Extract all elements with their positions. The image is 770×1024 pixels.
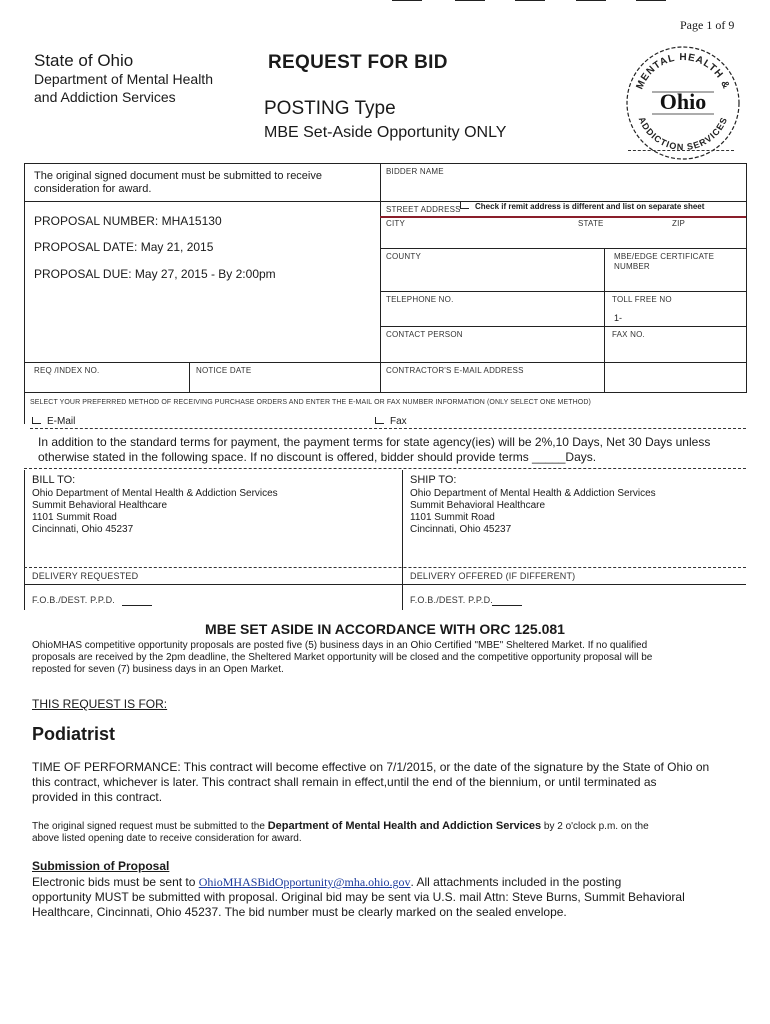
street-address-label: STREET ADDRESS <box>386 205 461 214</box>
form-mid-border <box>24 392 746 393</box>
ship-to-label: SHIP TO: <box>410 474 457 486</box>
remit-check-label: Check if remit address is different and list on separate sheet <box>475 202 705 211</box>
svg-text:ADDICTION SERVICES <box>637 115 730 152</box>
bidder-name-label: BIDDER NAME <box>386 167 444 176</box>
form-right-border <box>746 163 747 393</box>
submission-body <box>32 875 685 920</box>
mbe-body <box>32 640 652 676</box>
contact-divider <box>380 362 746 363</box>
scan-artifact <box>576 0 606 1</box>
submission-notice-dept: Department of Mental Health and Addiction Services <box>267 820 542 832</box>
toll-free-value: 1- <box>614 313 623 323</box>
county-divider <box>380 291 746 292</box>
mbe-label-line-2: NUMBER <box>614 262 650 271</box>
ship-to-line-1: Ohio Department of Mental Health & Addiction Services <box>410 488 656 499</box>
seal-center-text: Ohio <box>659 89 707 114</box>
submission-notice-prefix: The original signed request must be submitted to the <box>32 821 268 832</box>
request-for-label: THIS REQUEST IS FOR: <box>32 697 168 711</box>
contact-person-label: CONTACT PERSON <box>386 330 463 339</box>
ship-to-line-3: 1101 Summit Road <box>410 512 495 523</box>
scan-artifact <box>455 0 485 1</box>
form-left-border <box>24 163 25 393</box>
scan-artifact <box>636 0 666 1</box>
left-divider <box>24 201 380 202</box>
performance-line-2: this contract, whichever is later. This contract shall remain in effect,until the end of the biennium, or until terminated as <box>32 775 657 789</box>
delivery-requested-label: DELIVERY REQUESTED <box>32 571 139 581</box>
submission-notice-line-2: above listed opening date to receive consideration for award. <box>32 833 302 844</box>
address-bottom-dashed <box>24 567 746 568</box>
posting-type: POSTING Type <box>264 98 396 119</box>
bill-to-line-4: Cincinnati, Ohio 45237 <box>32 524 134 535</box>
method-left-border <box>24 392 25 424</box>
submission-line-3: Healthcare, Cincinnati, Ohio 45237. The bid number must be clearly marked on the sealed envelope. <box>32 905 567 919</box>
terms-line-2: otherwise stated in the following space. If no discount is offered, bidder should provide terms _____Days. <box>38 450 597 464</box>
method-bottom-dashed <box>30 428 746 429</box>
bill-to-label: BILL TO: <box>32 474 76 486</box>
city-divider <box>380 248 746 249</box>
mbe-certificate-label <box>614 252 714 272</box>
proposal-date: PROPOSAL DATE: May 21, 2015 <box>34 240 214 254</box>
delivery-offered-label: DELIVERY OFFERED (IF DIFFERENT) <box>410 571 576 581</box>
fax-option[interactable] <box>375 416 407 428</box>
performance-line-1: TIME OF PERFORMANCE: This contract will become effective on 7/1/2015, or the date of the signature by the State of Ohio on <box>32 760 710 774</box>
submission-line-2: opportunity MUST be submitted with proposal. Original bid may be sent via U.S. mail Attn: Steve Burns, Summit Behavioral <box>32 890 685 904</box>
state-label: STATE <box>578 219 604 228</box>
remit-check[interactable] <box>460 202 704 211</box>
mbe-line-2: proposals are received by the 2pm deadline, the Sheltered Market opportunity will be closed and the competitive opportunity proposal will be <box>32 652 653 663</box>
notice-line-1: The original signed document must be submitted to receive <box>34 170 322 182</box>
agency-block <box>34 52 213 106</box>
left-divider-lower <box>24 362 380 363</box>
fob-right: F.O.B./DEST. P.P.D. <box>410 595 493 605</box>
delivery-divider <box>24 584 746 585</box>
agency-state: State of Ohio <box>34 51 134 70</box>
right-column-divider <box>604 248 605 392</box>
telephone-divider <box>380 326 746 327</box>
terms-line-1: In addition to the standard terms for payment, the payment terms for state agency(ies) will be 2%,10 Days, Net 30 Days unless <box>38 435 711 449</box>
original-signed-notice <box>34 170 322 196</box>
submission-line-1-suffix: . All attachments included in the posting <box>410 875 622 889</box>
seal-top-text: MENTAL HEALTH & <box>634 51 732 92</box>
bill-to-address <box>32 488 278 536</box>
email-option-label: E-Mail <box>47 416 76 427</box>
proposal-due: PROPOSAL DUE: May 27, 2015 - By 2:00pm <box>34 267 276 281</box>
email-checkbox[interactable] <box>32 417 41 424</box>
bill-left-border <box>24 470 25 610</box>
document-title: REQUEST FOR BID <box>268 52 448 73</box>
county-label: COUNTY <box>386 252 421 261</box>
fob-left: F.O.B./DEST. P.P.D. <box>32 595 115 605</box>
ship-to-line-2: Summit Behavioral Healthcare <box>410 500 546 511</box>
agency-dept-line2: and Addiction Services <box>34 89 176 105</box>
service-title: Podiatrist <box>32 724 116 744</box>
svg-text:MENTAL HEALTH & <box>634 52 731 91</box>
fax-label: FAX NO. <box>612 330 645 339</box>
posting-subtype: MBE Set-Aside Opportunity ONLY <box>264 124 507 141</box>
notice-date-label: NOTICE DATE <box>196 366 252 375</box>
bill-to-line-3: 1101 Summit Road <box>32 512 117 523</box>
submission-notice <box>32 820 649 845</box>
mbe-label-line-1: MBE/EDGE CERTIFICATE <box>614 252 715 261</box>
req-index-divider <box>189 362 190 392</box>
submission-notice-suffix: by 2 o'clock p.m. on the <box>541 821 649 832</box>
telephone-label: TELEPHONE NO. <box>386 295 454 304</box>
method-instruction: SELECT YOUR PREFERRED METHOD OF RECEIVING PURCHASE ORDERS AND ENTER THE E-MAIL OR FAX NUMBER INFORMATION (ONLY SELECT ONE METHOD) <box>30 399 591 406</box>
submission-heading: Submission of Proposal <box>32 859 170 873</box>
mbe-line-3: reposted for seven (7) business days in an Open Market. <box>32 664 284 675</box>
terms-bottom-dashed <box>24 468 746 469</box>
fob-right-blank[interactable] <box>492 605 522 606</box>
scan-artifact <box>515 0 545 1</box>
time-of-performance <box>32 760 709 805</box>
ship-to-address <box>410 488 656 536</box>
seal-underline <box>628 150 734 151</box>
proposal-number: PROPOSAL NUMBER: MHA15130 <box>34 214 222 228</box>
contractor-email-label: CONTRACTOR'S E-MAIL ADDRESS <box>386 366 524 375</box>
page-indicator: Page 1 of 9 <box>680 18 735 32</box>
fax-checkbox[interactable] <box>375 417 384 424</box>
fax-option-label: Fax <box>390 416 407 427</box>
seal-bottom-text: ADDICTION SERVICES <box>636 115 730 153</box>
fob-left-blank[interactable] <box>122 605 152 606</box>
bill-ship-divider <box>402 470 403 610</box>
submission-line-1-prefix: Electronic bids must be sent to <box>32 875 199 889</box>
city-label: CITY <box>386 219 406 228</box>
agency-dept-line1: Department of Mental Health <box>34 71 213 87</box>
toll-free-label: TOLL FREE NO <box>612 295 672 304</box>
street-address-line[interactable] <box>380 216 746 218</box>
form-center-divider <box>380 163 381 393</box>
mbe-line-1: OhioMHAS competitive opportunity proposals are posted five (5) business days in an Ohio Certified "MBE" Sheltered Market. If no qualified <box>32 640 648 651</box>
zip-label: ZIP <box>672 219 686 228</box>
bill-to-line-2: Summit Behavioral Healthcare <box>32 500 168 511</box>
ship-to-line-4: Cincinnati, Ohio 45237 <box>410 524 512 535</box>
scan-artifact <box>392 0 422 1</box>
payment-terms <box>38 435 710 465</box>
bid-email-link[interactable]: OhioMHASBidOpportunity@mha.ohio.gov <box>198 875 411 889</box>
form-top-border <box>24 163 746 164</box>
bill-to-line-1: Ohio Department of Mental Health & Addiction Services <box>32 488 278 499</box>
remit-checkbox[interactable] <box>460 202 469 209</box>
ohio-mhas-seal-logo <box>622 42 744 164</box>
mbe-heading: MBE SET ASIDE IN ACCORDANCE WITH ORC 125.081 <box>205 621 565 637</box>
notice-line-2: consideration for award. <box>34 183 152 195</box>
email-option[interactable] <box>32 416 75 428</box>
req-index-label: REQ /INDEX NO. <box>34 366 100 375</box>
performance-line-3: provided in this contract. <box>32 790 163 804</box>
